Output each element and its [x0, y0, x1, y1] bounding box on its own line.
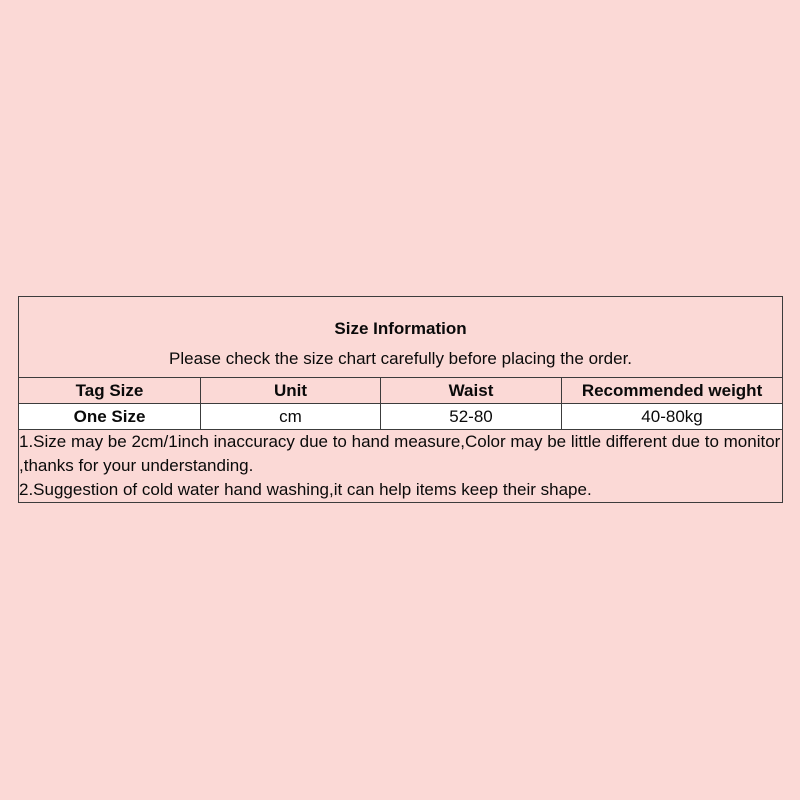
- notes-cell: [19, 430, 783, 503]
- table-row: [19, 404, 783, 430]
- column-header-row: [19, 378, 783, 404]
- table-header-row: [19, 297, 783, 378]
- column-header-recommended-weight: Recommended weight: [562, 378, 783, 404]
- notes-row: [19, 430, 783, 503]
- note-washing-suggestion: 2.Suggestion of cold water hand washing,it can help items keep their shape.: [19, 480, 592, 499]
- cell-recommended-weight: 40-80kg: [562, 404, 783, 430]
- cell-tag-size: One Size: [19, 404, 201, 430]
- cell-unit: cm: [201, 404, 381, 430]
- table-title: Size Information: [334, 319, 467, 338]
- cell-waist: 52-80: [381, 404, 562, 430]
- table-header-cell: [19, 297, 783, 378]
- size-information-table: [18, 296, 783, 503]
- table-subtitle: Please check the size chart carefully before placing the order.: [169, 349, 633, 368]
- column-header-unit: Unit: [201, 378, 381, 404]
- column-header-waist: Waist: [381, 378, 562, 404]
- column-header-tag-size: Tag Size: [19, 378, 201, 404]
- note-measure-disclaimer: 1.Size may be 2cm/1inch inaccuracy due to hand measure,Color may be little different due to monitor ,thanks for your understanding.: [19, 432, 781, 475]
